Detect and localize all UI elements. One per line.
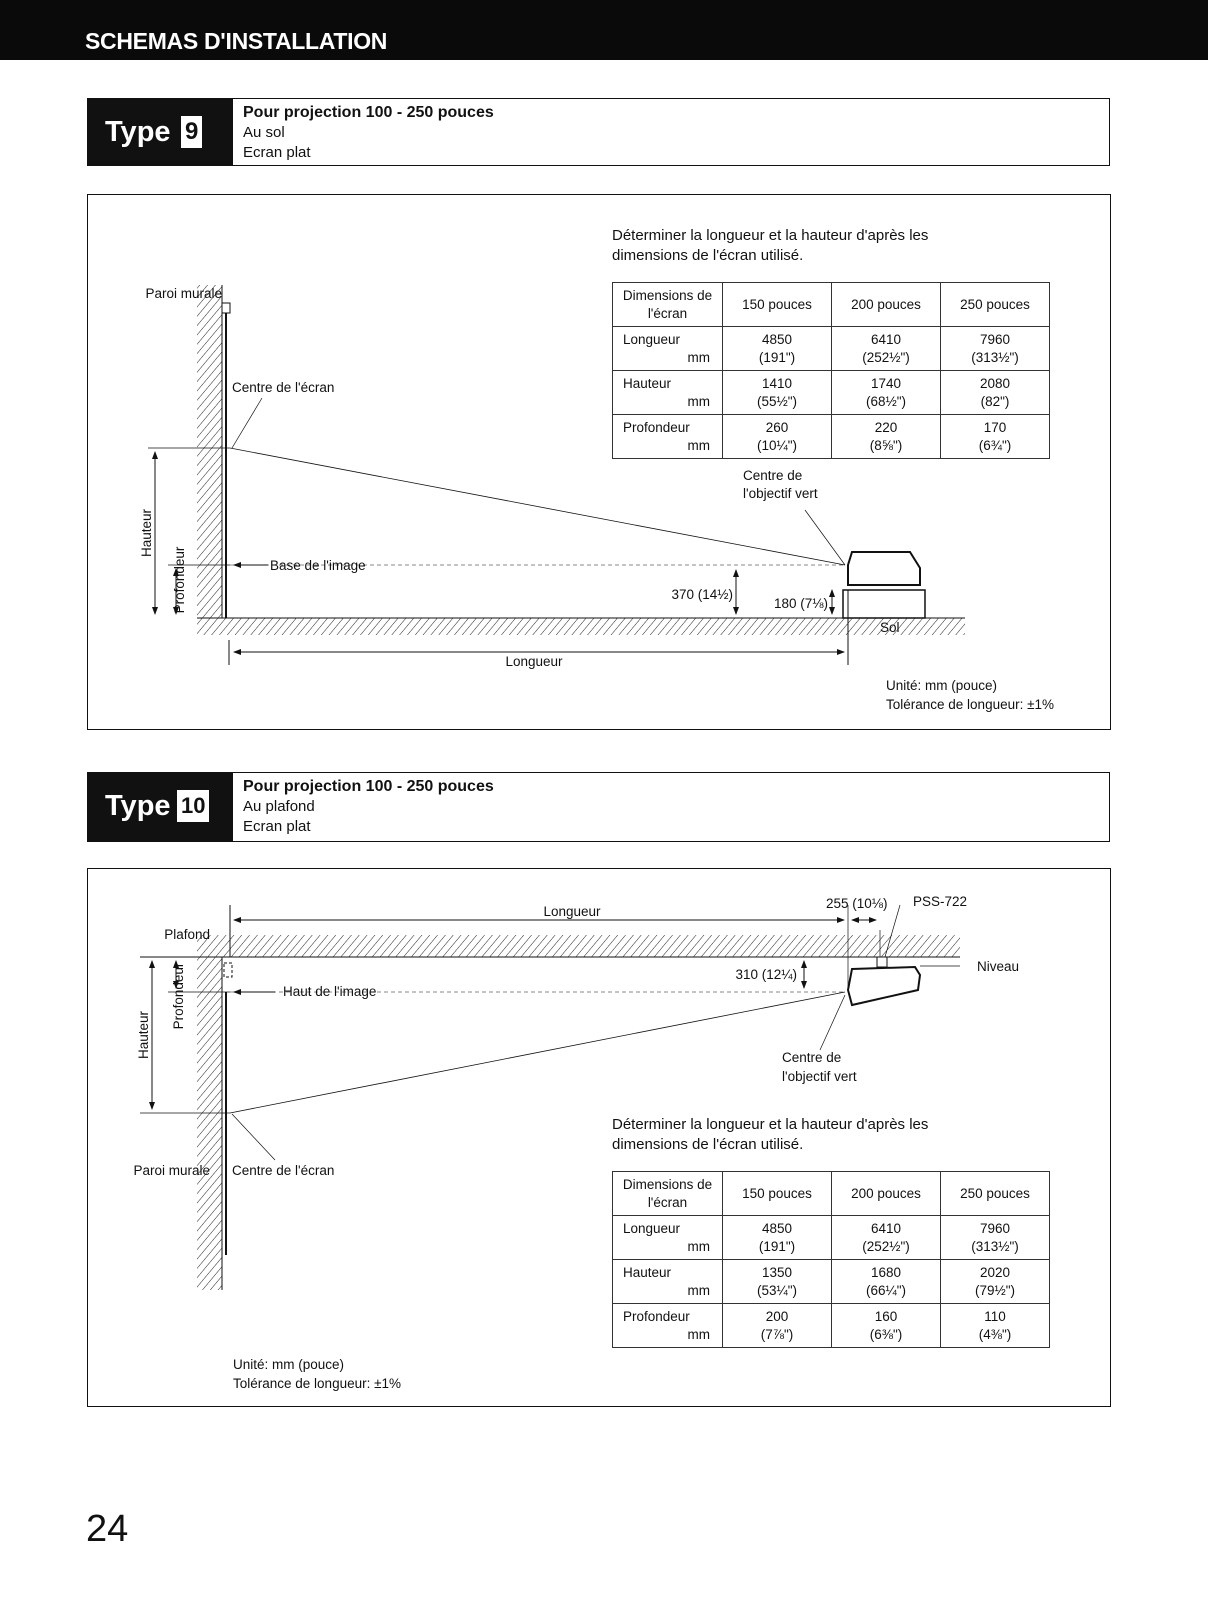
row-unit: mm xyxy=(687,437,710,453)
screen-center-label: Centre de l'écran xyxy=(232,380,335,395)
projector-stand xyxy=(843,590,925,618)
length-label: Longueur xyxy=(543,904,601,919)
projection-line-top xyxy=(230,448,845,565)
cell-inch: (191") xyxy=(758,1238,796,1254)
cell-mm: 2020 xyxy=(979,1264,1011,1280)
cell-inch: (68½") xyxy=(865,393,907,409)
type-label: Type xyxy=(105,790,171,822)
row-unit: mm xyxy=(687,393,710,409)
header-cell: 250 pouces xyxy=(941,283,1050,327)
instruction-line: Déterminer la longueur et la hauteur d'après les xyxy=(612,1116,929,1133)
header-cell: 200 pouces xyxy=(832,283,941,327)
row-label: Hauteur xyxy=(623,375,672,391)
row-label: Hauteur xyxy=(623,1264,672,1280)
dimension-180-label: 180 (7⅛) xyxy=(773,596,828,611)
row-unit: mm xyxy=(687,1326,710,1342)
type-label: Type xyxy=(105,116,171,148)
floor-label: Sol xyxy=(880,620,900,635)
header-cell: 200 pouces xyxy=(832,1172,941,1216)
floor-hatch xyxy=(197,618,965,635)
image-base-label: Base de l'image xyxy=(270,558,366,573)
cell-inch: (252½") xyxy=(862,1238,910,1254)
header-cell: 150 pouces xyxy=(723,283,832,327)
cell-mm: 6410 xyxy=(870,1220,902,1236)
section-title: SCHEMAS D'INSTALLATION xyxy=(85,28,388,54)
cell-inch: (53¼") xyxy=(756,1282,798,1298)
cell-mm: 4850 xyxy=(761,1220,793,1236)
cell-mm: 4850 xyxy=(761,331,793,347)
wall-hatch xyxy=(197,285,222,618)
heading-title: Pour projection 100 - 250 pouces xyxy=(243,778,494,795)
cell-mm: 1410 xyxy=(761,375,793,391)
cell-inch: (313½") xyxy=(971,349,1019,365)
height-label: Hauteur xyxy=(136,1010,151,1060)
floor-installation-diagram xyxy=(139,285,965,669)
row-unit: mm xyxy=(687,349,710,365)
row-unit: mm xyxy=(687,1238,710,1254)
depth-label: Profondeur xyxy=(172,546,187,614)
cell-inch: (82") xyxy=(980,393,1010,409)
lens-center-label: l'objectif vert xyxy=(743,486,818,501)
ceiling-bracket xyxy=(877,957,887,967)
header-cell: 250 pouces xyxy=(941,1172,1050,1216)
wall-label: Paroi murale xyxy=(145,286,222,301)
cell-mm: 2080 xyxy=(979,375,1011,391)
image-top-label: Haut de l'image xyxy=(283,984,377,999)
row-unit: mm xyxy=(687,1282,710,1298)
projection-line-bottom xyxy=(230,992,845,1113)
heading-mount: Au sol xyxy=(243,124,285,141)
screen-case xyxy=(224,963,232,977)
cell-mm: 6410 xyxy=(870,331,902,347)
header-cell: Dimensions de l'écran xyxy=(613,1172,723,1216)
ceiling-hatch xyxy=(197,935,960,957)
row-label: Profondeur xyxy=(623,419,690,435)
tolerance-text: Tolérance de longueur: ±1% xyxy=(233,1376,402,1391)
row-label: Profondeur xyxy=(623,1308,690,1324)
unit-text: Unité: mm (pouce) xyxy=(233,1357,345,1372)
cell-mm: 1350 xyxy=(761,1264,793,1280)
lens-center-label: l'objectif vert xyxy=(782,1069,857,1084)
cell-inch: (7⅞") xyxy=(760,1326,794,1342)
wall-label: Paroi murale xyxy=(133,1163,210,1178)
cell-inch: (66¼") xyxy=(865,1282,907,1298)
ceiling-installation-diagram xyxy=(133,894,1019,1290)
heading-screen: Ecran plat xyxy=(243,818,311,835)
bracket-model-label: PSS-722 xyxy=(913,894,968,909)
cell-mm: 170 xyxy=(983,419,1007,435)
heading-screen: Ecran plat xyxy=(243,144,311,161)
page-number: 24 xyxy=(86,1508,129,1550)
cell-inch: (55½") xyxy=(756,393,798,409)
cell-mm: 1680 xyxy=(870,1264,902,1280)
cell-inch: (191") xyxy=(758,349,796,365)
cell-inch: (10¼") xyxy=(756,437,798,453)
cell-mm: 260 xyxy=(765,419,789,435)
height-label: Hauteur xyxy=(139,508,154,558)
cell-inch: (6¾") xyxy=(978,437,1012,453)
type-number: 9 xyxy=(181,116,202,148)
cell-mm: 220 xyxy=(874,419,898,435)
length-label: Longueur xyxy=(505,654,563,669)
dimension-370-label: 370 (14½) xyxy=(671,587,733,602)
unit-text: Unité: mm (pouce) xyxy=(886,678,998,693)
row-label: Longueur xyxy=(623,331,681,347)
heading-mount: Au plafond xyxy=(243,798,315,815)
heading-title: Pour projection 100 - 250 pouces xyxy=(243,104,494,121)
header-cell: Dimensions de l'écran xyxy=(613,283,723,327)
dimension-255-label: 255 (10⅛) xyxy=(826,896,888,911)
cell-inch: (8⅝") xyxy=(869,437,903,453)
depth-label: Profondeur xyxy=(171,962,186,1030)
projector xyxy=(848,552,920,585)
cell-mm: 200 xyxy=(765,1308,789,1324)
cell-inch: (6⅜") xyxy=(869,1326,903,1342)
cell-inch: (79½") xyxy=(974,1282,1016,1298)
lens-center-label: Centre de xyxy=(743,468,803,483)
cell-mm: 1740 xyxy=(870,375,902,391)
instruction-line: Déterminer la longueur et la hauteur d'après les xyxy=(612,227,929,244)
cell-mm: 160 xyxy=(874,1308,898,1324)
cell-mm: 110 xyxy=(984,1308,1006,1324)
row-label: Longueur xyxy=(623,1220,681,1236)
ceiling-label: Plafond xyxy=(164,927,210,942)
cell-inch: (313½") xyxy=(971,1238,1019,1254)
cell-inch: (4⅜") xyxy=(978,1326,1012,1342)
type-number: 10 xyxy=(177,790,209,822)
cell-mm: 7960 xyxy=(979,331,1011,347)
screen-center-label: Centre de l'écran xyxy=(232,1163,335,1178)
wall-hatch xyxy=(197,957,222,1290)
tolerance-text: Tolérance de longueur: ±1% xyxy=(886,697,1055,712)
cell-mm: 7960 xyxy=(979,1220,1011,1236)
projector xyxy=(848,967,920,1005)
instruction-line: dimensions de l'écran utilisé. xyxy=(612,1136,804,1153)
lens-center-label: Centre de xyxy=(782,1050,842,1065)
level-label: Niveau xyxy=(977,959,1020,974)
dimension-310-label: 310 (12¼) xyxy=(735,967,797,982)
screen-bracket xyxy=(222,303,230,313)
header-cell: 150 pouces xyxy=(723,1172,832,1216)
cell-inch: (252½") xyxy=(862,349,910,365)
instruction-line: dimensions de l'écran utilisé. xyxy=(612,247,804,264)
